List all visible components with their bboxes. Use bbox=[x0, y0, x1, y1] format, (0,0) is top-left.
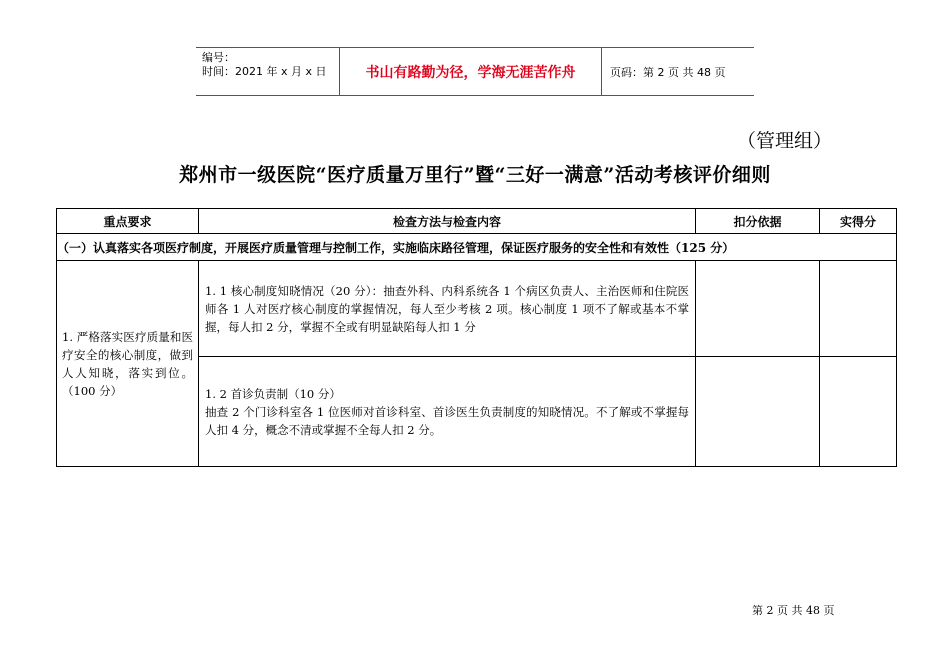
score-cell-2 bbox=[820, 357, 897, 467]
group-tag: （管理组） bbox=[736, 130, 832, 152]
item-2-title: 1. 2 首诊负责制（10 分） bbox=[205, 386, 341, 401]
time-label: 时间：2021 年 x 月 x 日 bbox=[202, 65, 327, 78]
score-cell-1 bbox=[820, 261, 897, 357]
number-label: 编号： bbox=[202, 51, 235, 64]
page-title: 郑州市一级医院“医疗质量万里行”暨“三好一满意”活动考核评价细则 bbox=[179, 164, 771, 186]
deduction-cell-1 bbox=[696, 261, 820, 357]
section-title: （一）认真落实各项医疗制度，开展医疗质量管理与控制工作，实施临床路径管理，保证医疗服务的安全性和有效性（125 分） bbox=[57, 234, 897, 261]
header-box bbox=[196, 47, 754, 96]
header-motto: 书山有路勤为径，学海无涯苦作舟 bbox=[339, 48, 602, 95]
header-info bbox=[196, 48, 339, 95]
section-row bbox=[57, 234, 897, 261]
header-page-code: 页码：第 2 页 共 48 页 bbox=[610, 65, 726, 79]
header-deduction: 扣分依据 bbox=[696, 209, 820, 234]
item-cell-2 bbox=[199, 357, 696, 467]
table-row bbox=[57, 261, 897, 357]
table-header-row bbox=[57, 209, 897, 234]
header-requirement: 重点要求 bbox=[57, 209, 199, 234]
footer-page-number: 第 2 页 共 48 页 bbox=[752, 604, 835, 617]
evaluation-table bbox=[56, 208, 897, 467]
requirement-cell: 1. 严格落实医疗质量和医疗安全的核心制度，做到人人知晓，落实到位。（100 分） bbox=[57, 261, 199, 467]
header-method: 检查方法与检查内容 bbox=[199, 209, 696, 234]
item-2-body: 抽查 2 个门诊科室各 1 位医师对首诊科室、首诊医生负责制度的知晓情况。不了解或不掌握每人扣 4 分，概念不清或掌握不全每人扣 2 分。 bbox=[205, 404, 689, 437]
deduction-cell-2 bbox=[696, 357, 820, 467]
header-score: 实得分 bbox=[820, 209, 897, 234]
item-1-title: 1. 1 核心制度知晓情况（20 分）：抽查外科、内科系统各 1 个病区负责人、主治医师和住院医师各 1 人对医疗核心制度的掌握情况，每人至少考核 2 项。核心制度 1 项不了解或基本不掌握，每人扣 2 分，掌握不全或有明显缺陷每人扣 1 分 bbox=[205, 283, 689, 334]
item-cell-1 bbox=[199, 261, 696, 357]
